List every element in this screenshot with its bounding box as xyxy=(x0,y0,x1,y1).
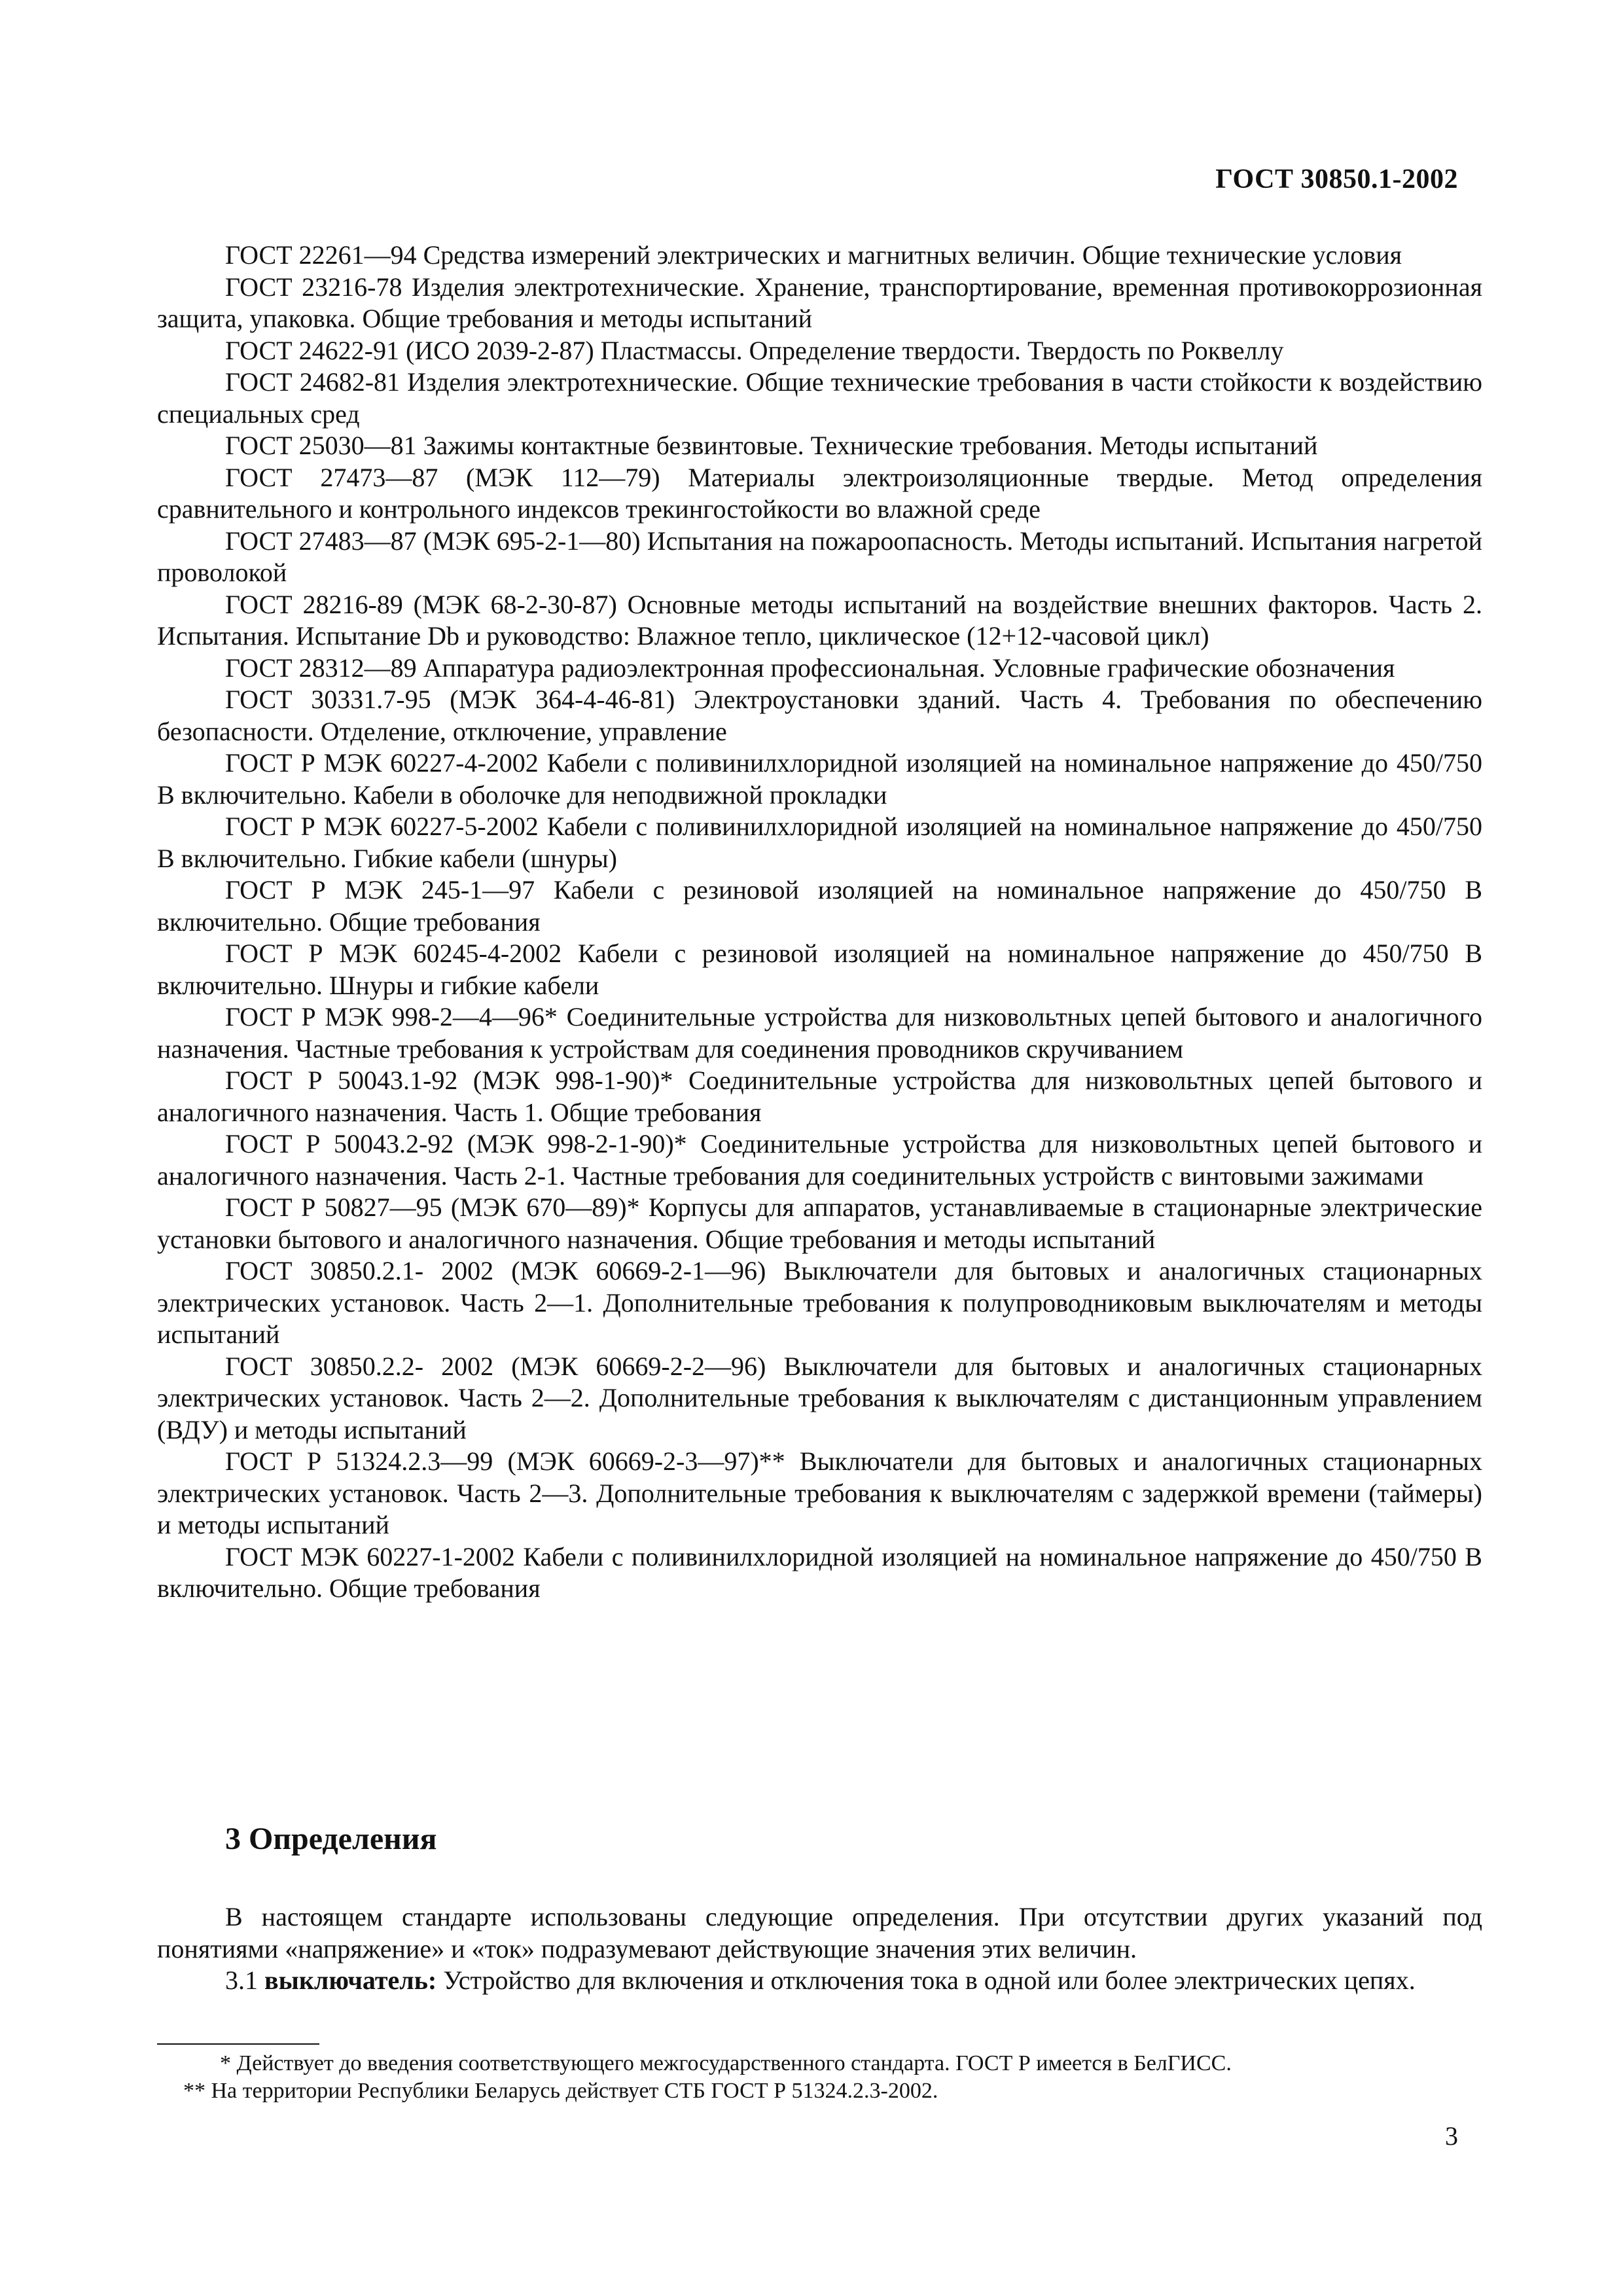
reference-item: ГОСТ 28312—89 Аппаратура радиоэлектронная профессиональная. Условные графические обозначения xyxy=(225,653,1395,683)
reference-item: ГОСТ 27483—87 (МЭК 695-2-1—80) Испытания на пожароопасность. Методы испытаний. Испытания нагретой проволокой xyxy=(157,526,1482,587)
section-heading: 3 Определения xyxy=(225,1821,437,1856)
normative-references-list xyxy=(157,240,1482,1605)
reference-item: ГОСТ Р МЭК 60245-4-2002 Кабели с резиновой изоляцией на номинальное напряжение до 450/750 В включительно. Шнуры и гибкие кабели xyxy=(157,939,1482,1000)
reference-item: ГОСТ 25030—81 Зажимы контактные безвинтовые. Технические требования. Методы испытаний xyxy=(225,431,1318,460)
reference-item: ГОСТ Р 51324.2.3—99 (МЭК 60669-2-3—97)** Выключатели для бытовых и аналогичных стационарных электрических установок. Часть 2—3. Дополнительные требования к выключателям с задержкой времени (таймеры) и методы испытаний xyxy=(157,1446,1482,1539)
document-code-header: ГОСТ 30850.1-2002 xyxy=(1215,164,1458,194)
reference-item: ГОСТ 24622-91 (ИСО 2039-2-87) Пластмассы. Определение твердости. Твердость по Роквеллу xyxy=(225,335,1284,365)
reference-item: ГОСТ 27473—87 (МЭК 112—79) Материалы электроизоляционные твердые. Метод определения сравнительного и контрольного индексов трекингостойкости во влажной среде xyxy=(157,462,1482,524)
definitions-intro: В настоящем стандарте использованы следующие определения. При отсутствии других указаний под понятиями «напряжение» и «ток» подразумевают действующие значения этих величин. xyxy=(157,1902,1482,1964)
reference-item: ГОСТ 30331.7-95 (МЭК 364-4-46-81) Электроустановки зданий. Часть 4. Требования по обеспечению безопасности. Отделение, отключение, управление xyxy=(157,685,1482,746)
reference-item: ГОСТ Р 50043.1-92 (МЭК 998-1-90)* Соединительные устройства для низковольтных цепей бытового и аналогичного назначения. Часть 1. Общие требования xyxy=(157,1066,1482,1127)
reference-item: ГОСТ 22261—94 Средства измерений электрических и магнитных величин. Общие технические условия xyxy=(225,240,1402,270)
reference-item: ГОСТ Р МЭК 60227-5-2002 Кабели с поливинилхлоридной изоляцией на номинальное напряжение до 450/750 В включительно. Гибкие кабели (шнуры) xyxy=(157,812,1482,873)
reference-item: ГОСТ Р 50043.2-92 (МЭК 998-2-1-90)* Соединительные устройства для низковольтных цепей бытового и аналогичного назначения. Часть 2-1. Частные требования для соединительных устройств с винтовыми зажимами xyxy=(157,1129,1482,1191)
page-number: 3 xyxy=(1445,2121,1458,2151)
reference-item: ГОСТ 30850.2.2- 2002 (МЭК 60669-2-2—96) Выключатели для бытовых и аналогичных стационарных электрических установок. Часть 2—2. Дополнительные требования к выключателям с дистанционным управлением (ВДУ) и методы испытаний xyxy=(157,1351,1482,1444)
reference-item: ГОСТ Р МЭК 60227-4-2002 Кабели с поливинилхлоридной изоляцией на номинальное напряжение до 450/750 В включительно. Кабели в оболочке для неподвижной прокладки xyxy=(157,748,1482,810)
definition-term: выключатель: xyxy=(264,1965,437,1995)
footnote-item: * Действует до введения соответствующего межгосударственного стандарта. ГОСТ Р имеется в БелГИСС. xyxy=(220,2051,1232,2075)
reference-item: ГОСТ Р МЭК 998-2—4—96* Соединительные устройства для низковольтных цепей бытового и аналогичного назначения. Частные требования к устройствам для соединения проводников скручиванием xyxy=(157,1002,1482,1064)
definitions-section xyxy=(157,1901,1482,1997)
reference-item: ГОСТ 23216-78 Изделия электротехнические. Хранение, транспортирование, временная противокоррозионная защита, упаковка. Общие требования и методы испытаний xyxy=(157,272,1482,333)
reference-item: ГОСТ Р 50827—95 (МЭК 670—89)* Корпусы для аппаратов, устанавливаемые в стационарные электрические установки бытового и аналогичного назначения. Общие требования и методы испытаний xyxy=(157,1193,1482,1254)
definition-text: Устройство для включения и отключения тока в одной или более электрических цепях. xyxy=(443,1965,1416,1995)
reference-item: ГОСТ 30850.2.1- 2002 (МЭК 60669-2-1—96) Выключатели для бытовых и аналогичных стационарных электрических установок. Часть 2—1. Дополнительные требования к полупроводниковым выключателям и методы испытаний xyxy=(157,1256,1482,1349)
reference-item: ГОСТ Р МЭК 245-1—97 Кабели с резиновой изоляцией на номинальное напряжение до 450/750 В включительно. Общие требования xyxy=(157,875,1482,937)
reference-item: ГОСТ МЭК 60227-1-2002 Кабели с поливинилхлоридной изоляцией на номинальное напряжение до 450/750 В включительно. Общие требования xyxy=(157,1541,1482,1603)
definition-number: 3.1 xyxy=(225,1965,258,1995)
footnote-item: ** На территории Республики Беларусь действует СТБ ГОСТ Р 51324.2.3-2002. xyxy=(183,2079,938,2103)
reference-item: ГОСТ 28216-89 (МЭК 68-2-30-87) Основные методы испытаний на воздействие внешних факторов. Часть 2. Испытания. Испытание Db и руководство: Влажное тепло, циклическое (12+12-часовой цикл) xyxy=(157,589,1482,651)
footnotes xyxy=(157,2050,1482,2105)
reference-item: ГОСТ 24682-81 Изделия электротехнические. Общие технические требования в части стойкости к воздействию специальных сред xyxy=(157,367,1482,429)
footnote-divider xyxy=(157,2043,319,2045)
definition-item xyxy=(157,1965,1482,1997)
